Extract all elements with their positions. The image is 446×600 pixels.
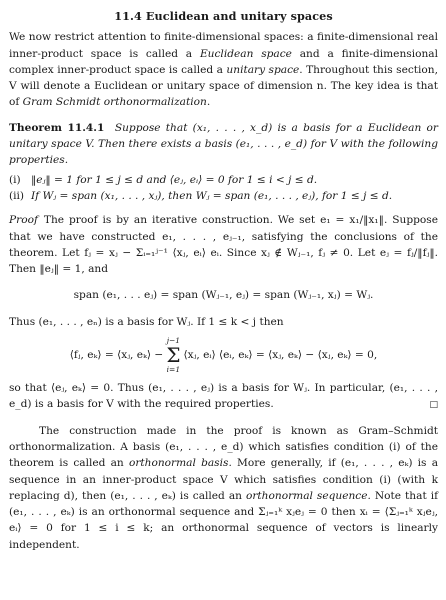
closing-text-3: . Note that if (e₁, . . . , eₖ) is an orthonormal sequence and Σⱼ₌₁ᵏ xⱼeⱼ = 0 then xᵢ = ⟨Σⱼ₌₁ᵏ xⱼeⱼ, eᵢ⟩ = 0 for 1 ≤ i ≤ k; an orthonormal sequence of vectors is linearly independent. — [9, 489, 439, 551]
closing-paragraph — [9, 423, 438, 553]
proof-conclusion-text: so that ⟨eⱼ, eₖ⟩ = 0. Thus (e₁, . . . , eⱼ) is a basis for Wⱼ. In particular, (e₁, . . . , e_d) is a basis for V with the required properties. — [9, 382, 438, 411]
closing-text-1: The construction made in the proof is known as Gram–Schmidt orthonormalization. A basis (e₁, . . . , e_d) which satisfies condition (i) of the theorem is called an — [9, 424, 438, 470]
sum-equation-left: ⟨fⱼ, eₖ⟩ = ⟨xⱼ, eₖ⟩ − — [69, 348, 164, 361]
condition-i-label: (i) — [9, 173, 21, 186]
condition-i-text: ‖eⱼ‖ = 1 for 1 ≤ j ≤ d and ⟨eⱼ, eᵢ⟩ = 0 for 1 ≤ i < j ≤ d. — [31, 173, 318, 186]
intro-text-1: We now restrict attention to finite-dimensional spaces: a finite-dimensional real inner-product space is called a — [9, 31, 438, 60]
sigma-symbol: Σ — [166, 343, 181, 368]
display-equation-span: span (e₁, . . . eⱼ) = span (Wⱼ₋₁, eⱼ) = span (Wⱼ₋₁, xⱼ) = Wⱼ. — [73, 289, 374, 302]
intro-text-4: . — [206, 96, 211, 109]
closing-text-2: . More generally, if (e₁, . . . , eₖ) is a sequence in an inner-product space V which satisfies condition (i) (with k replacing d), then (e₁, . . . , eₖ) is called an — [9, 457, 439, 502]
term-orthonormal-basis: orthonormal basis — [128, 457, 229, 470]
intro-text-3: . Throughout this section, V will denote a Euclidean or unitary space of dimension n. The key idea is that of — [9, 63, 438, 109]
qed-square-icon: □ — [429, 400, 438, 411]
theorem-title: Theorem 11.4.1 — [9, 121, 105, 134]
proof-paragraph — [9, 212, 438, 277]
intro-paragraph — [9, 29, 438, 110]
proof-text: The proof is by an iterative construction. We set e₁ = x₁/‖x₁‖. Suppose that we have constructed e₁, . . . , eⱼ₋₁, satisfying the conclusions of the theorem. Let fⱼ = xⱼ − Σᵢ₌₁ʲ⁻¹ ⟨xⱼ, eᵢ⟩ eᵢ. Since xⱼ ∉ Wⱼ₋₁, fⱼ ≠ 0. Let eⱼ = fⱼ/‖fⱼ‖. Then ‖eⱼ‖ = 1, and — [9, 214, 438, 276]
sum-equation-right: ⟨xⱼ, eᵢ⟩ ⟨eᵢ, eₖ⟩ = ⟨xⱼ, eₖ⟩ − ⟨xⱼ, eₖ⟩ = 0, — [183, 348, 378, 361]
proof-label: Proof — [9, 214, 38, 227]
term-orthonormal-sequence: orthonormal sequence — [245, 489, 368, 502]
condition-ii-text: If Wⱼ = span (x₁, . . . , xⱼ), then Wⱼ = span (e₁, . . . , eⱼ), for 1 ≤ j ≤ d. — [31, 189, 393, 202]
condition-ii — [9, 188, 438, 204]
summation-sign — [166, 336, 180, 374]
sum-lower-limit: i=1 — [166, 365, 181, 375]
intro-text-2: and a finite-dimensional complex inner-product space is called a — [9, 47, 438, 76]
sum-upper-limit: j−1 — [166, 336, 181, 346]
theorem-body: Suppose that (x₁, . . . , x_d) is a basis for a Euclidean or unitary space V. Then there exists a basis (e₁, . . . , e_d) for V with the following properties. — [9, 121, 438, 167]
condition-i — [9, 172, 438, 188]
section-heading: 11.4 Euclidean and unitary spaces — [114, 9, 333, 23]
term-unitary-space: unitary space — [226, 63, 300, 76]
theorem-statement — [9, 120, 438, 169]
theorem-conditions — [9, 172, 438, 205]
condition-ii-label: (ii) — [9, 189, 25, 202]
term-gram-schmidt: Gram Schmidt orthonormalization — [22, 96, 207, 109]
proof-conclusion — [9, 380, 438, 413]
proof-continuation: Thus (e₁, . . . , eₙ) is a basis for Wⱼ. If 1 ≤ k < j then — [9, 315, 284, 328]
term-euclidean-space: Euclidean space — [199, 47, 292, 60]
display-equation-sum — [9, 336, 438, 374]
